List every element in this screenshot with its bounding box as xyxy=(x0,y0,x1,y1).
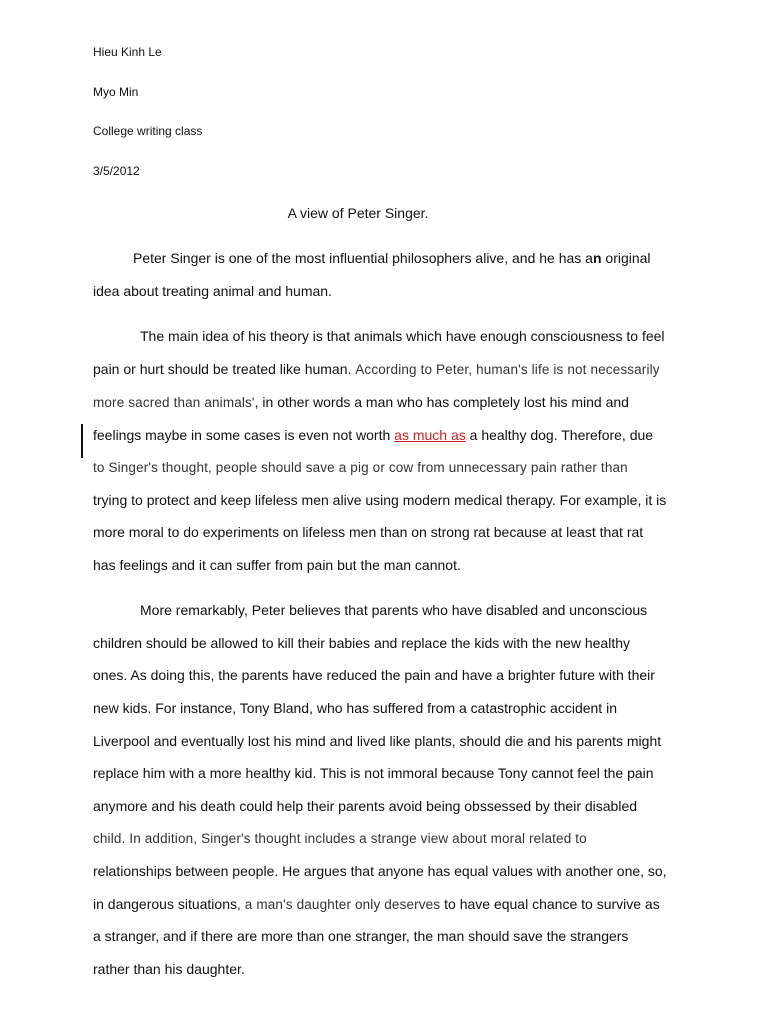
essay-date: 3/5/2012 xyxy=(93,164,140,178)
alt-font-text-run: more sacred than animals' xyxy=(93,395,255,410)
paragraph-2-line-8: has feelings and it can suffer from pain but the man cannot. xyxy=(93,557,461,573)
text-run: pain or hurt should be treated like human. xyxy=(93,361,356,377)
alt-font-text-run: child. In addition, Singer's thought includes a strange view about moral related to xyxy=(93,831,587,846)
paragraph-3-line-9: relationships between people. He argues that anyone has equal values with another one, so, xyxy=(93,863,667,879)
text-run: in dangerous situations xyxy=(93,896,237,912)
paragraph-2-line-2 xyxy=(93,361,660,378)
paragraph-2-line-6: trying to protect and keep lifeless men alive using modern medical therapy. For example, it is xyxy=(93,492,667,508)
paragraph-3-line-12: rather than his daughter. xyxy=(93,961,245,977)
author-name: Hieu Kinh Le xyxy=(93,45,162,59)
paragraph-3-line-11: a stranger, and if there are more than one stranger, the man should save the strangers xyxy=(93,928,629,944)
course-name: College writing class xyxy=(93,124,203,138)
paragraph-2-line-4 xyxy=(93,427,653,443)
paragraph-3-line-4: new kids. For instance, Tony Bland, who has suffered from a catastrophic accident in xyxy=(93,700,617,716)
paragraph-3-line-3: ones. As doing this, the parents have reduced the pain and have a brighter future with their xyxy=(93,667,655,683)
text-run: feelings maybe in some cases is even not worth xyxy=(93,427,395,443)
paragraph-3-line-7: anymore and his death could help their parents avoid being obssessed by their disabled xyxy=(93,798,638,814)
paragraph-3-line-1: More remarkably, Peter believes that parents who have disabled and unconscious xyxy=(140,602,648,618)
text-run: Peter Singer is one of the most influential philosophers alive, and he has a xyxy=(133,250,593,266)
essay-title: A view of Peter Singer. xyxy=(287,205,429,221)
paragraph-3-line-10 xyxy=(93,896,660,913)
paragraph-3-line-8 xyxy=(93,830,587,847)
paragraph-2-line-5 xyxy=(93,459,628,476)
paragraph-3-line-2: children should be allowed to kill their babies and replace the kids with the new healthy xyxy=(93,635,630,651)
paragraph-2-line-3 xyxy=(93,394,629,411)
paragraph-2-line-1: The main idea of his theory is that animals which have enough consciousness to feel xyxy=(140,328,665,344)
alt-font-text-run: According to Peter, human's life is not necessarily xyxy=(355,362,660,377)
flagged-phrase[interactable]: as much as xyxy=(394,427,466,443)
bold-text-run: n xyxy=(592,250,602,266)
paragraph-1-line-1 xyxy=(133,250,651,266)
alt-font-text-run: , a man's daughter only deserves xyxy=(237,897,441,912)
paragraph-1-line-2: idea about treating animal and human. xyxy=(93,283,332,299)
text-run: a healthy dog. Therefore, due xyxy=(465,427,654,443)
paragraph-2-line-7: more moral to do experiments on lifeless men than on strong rat because at least that rat xyxy=(93,524,644,540)
text-cursor xyxy=(81,424,83,458)
instructor-name: Myo Min xyxy=(93,85,139,99)
paragraph-3-line-6: replace him with a more healthy kid. This is not immoral because Tony cannot feel the pain xyxy=(93,765,654,781)
text-run: original xyxy=(601,250,651,266)
text-run: , in other words a man who has completely lost his mind and xyxy=(254,394,629,410)
alt-font-text-run: to Singer's thought, people should save a pig or cow from unnecessary pain rather than xyxy=(93,460,628,475)
paragraph-3-line-5: Liverpool and eventually lost his mind and lived like plants, should die and his parents might xyxy=(93,733,662,749)
text-run: to have equal chance to survive as xyxy=(440,896,660,912)
